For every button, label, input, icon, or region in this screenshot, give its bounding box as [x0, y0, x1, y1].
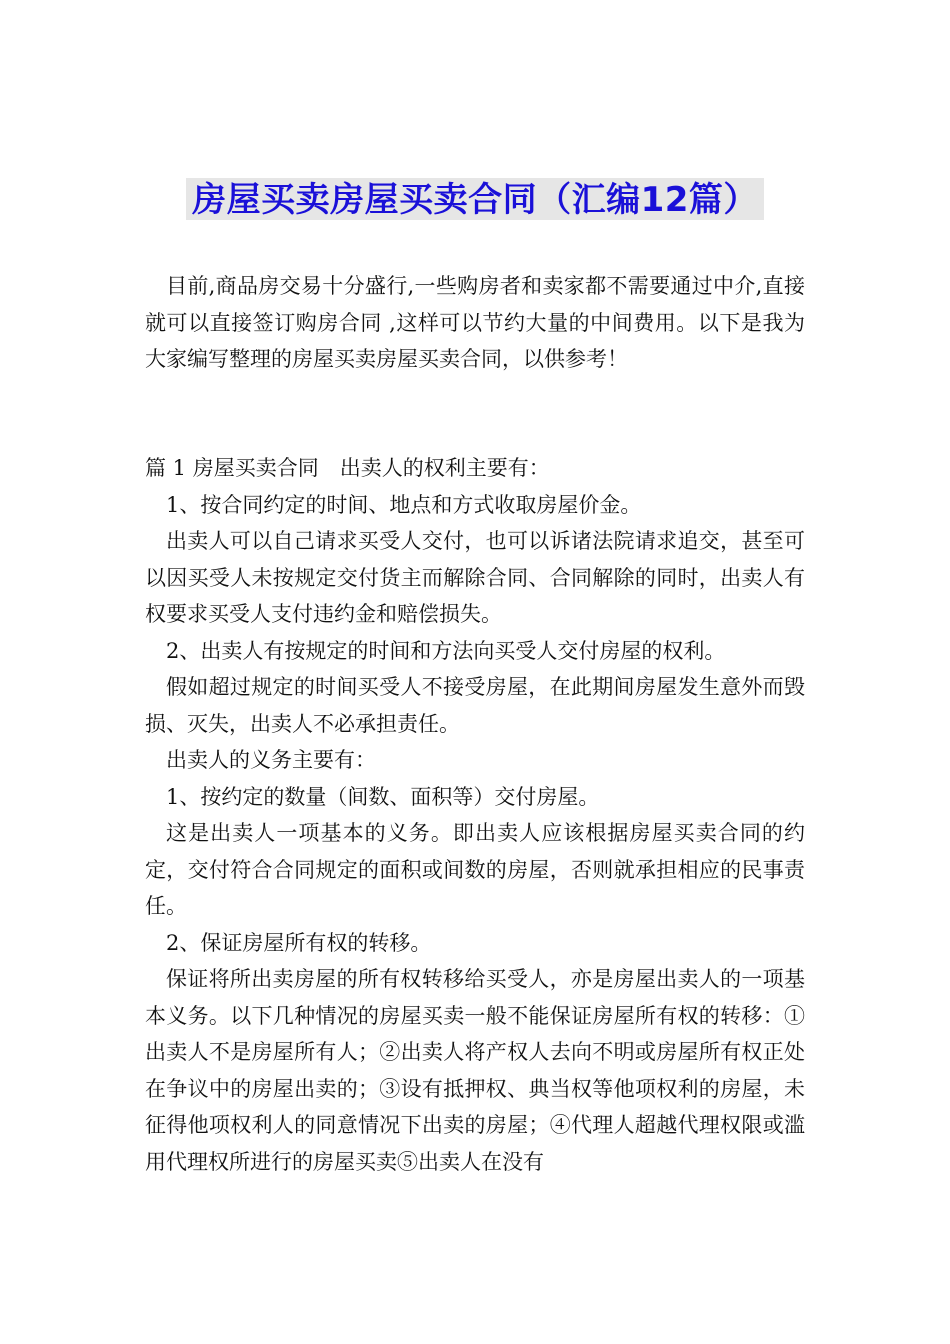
title-container	[0, 178, 950, 220]
contract-content	[145, 450, 805, 1180]
list-item: 2、保证房屋所有权的转移。	[166, 930, 432, 955]
intro-paragraph: 目前,商品房交易十分盛行,一些购房者和卖家都不需要通过中介,直接就可以直接签订购房合同 ,这样可以节约大量的中间费用。以下是我为大家编写整理的房屋买卖房屋买卖合同，以供参考！	[145, 274, 805, 371]
subheading: 出卖人的义务主要有：	[166, 748, 376, 772]
list-item: 1、按合同约定的时间、地点和方式收取房屋价金。	[166, 492, 642, 517]
section-heading: 篇 1 房屋买卖合同 出卖人的权利主要有：	[145, 456, 550, 480]
paragraph: 假如超过规定的时间买受人不接受房屋，在此期间房屋发生意外而毁损、灭失，出卖人不必承担责任。	[145, 675, 805, 736]
paragraph: 出卖人可以自己请求买受人交付，也可以诉诸法院请求追交，甚至可以因买受人未按规定交付货主而解除合同、合同解除的同时，出卖人有权要求买受人支付违约金和赔偿损失。	[145, 529, 805, 626]
document-title: 房屋买卖房屋买卖合同（汇编12篇）	[186, 178, 764, 220]
paragraph: 保证将所出卖房屋的所有权转移给买受人，亦是房屋出卖人的一项基本义务。以下几种情况的房屋买卖一般不能保证房屋所有权的转移：①出卖人不是房屋所有人；②出卖人将产权人去向不明或房屋所有权正处在争议中的房屋出卖的；③设有抵押权、典当权等他项权利的房屋，未征得他项权利人的同意情况下出卖的房屋；④代理人超越代理权限或滥用代理权所进行的房屋买卖⑤出卖人在没有	[145, 967, 805, 1174]
paragraph: 这是出卖人一项基本的义务。即出卖人应该根据房屋买卖合同的约定，交付符合合同规定的面积或间数的房屋，否则就承担相应的民事责任。	[145, 821, 805, 918]
list-item: 2、出卖人有按规定的时间和方法向买受人交付房屋的权利。	[166, 638, 726, 663]
intro-section	[145, 268, 805, 378]
list-item: 1、按约定的数量（间数、面积等）交付房屋。	[166, 784, 600, 809]
